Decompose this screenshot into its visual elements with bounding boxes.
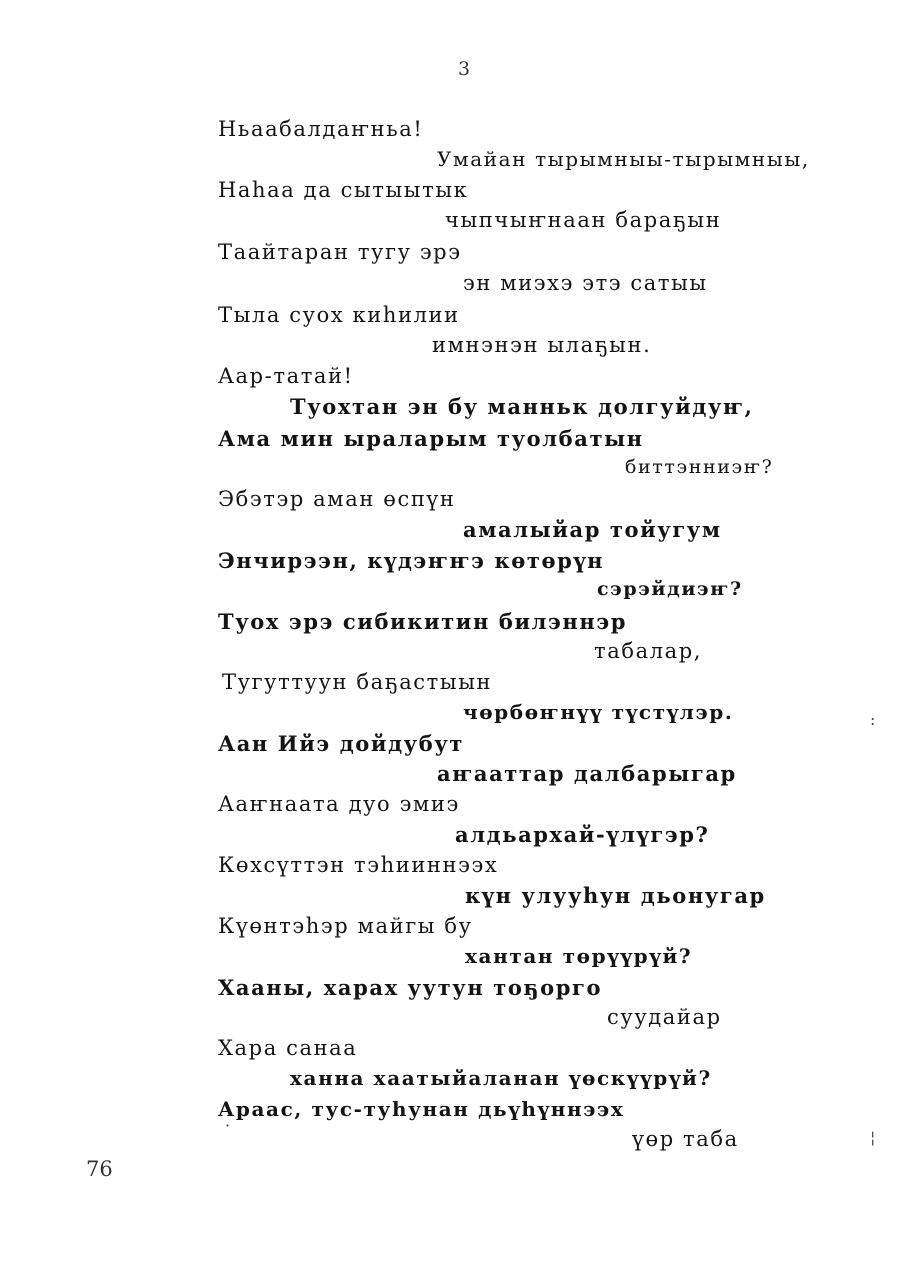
poem-line: суудайар (607, 1005, 722, 1029)
poem-line: ханна хаатыйаланан үөскүүрүй? (290, 1066, 712, 1090)
poem-line: Тугуттуун баҕастыын (222, 670, 493, 694)
poem-line: Эбэтэр аман өспүн (218, 487, 456, 511)
poem-line: имнэнэн ылаҕын. (432, 333, 652, 357)
poem-line: Ааҥнаата дуо эмиэ (218, 792, 460, 816)
poem-line: Көхсүттэн тэһииннээх (218, 853, 499, 877)
poem-line: күн улууһун дьонугар (465, 883, 766, 908)
poem-line: табалар, (594, 639, 703, 663)
page-number-bottom: 76 (86, 1157, 113, 1181)
poem-line: биттэнниэҥ? (625, 456, 774, 478)
poem-line: Тыла суох киһилии (218, 303, 460, 327)
margin-mark: ¦ (870, 1128, 876, 1147)
poem-line: алдьархай-үлүгэр? (455, 822, 710, 847)
poem-line: Таайтаран тугу эрэ (218, 240, 462, 264)
poem-line: амалыйар тойугум (463, 517, 722, 542)
poem-line: Наһаа да сытыытык (218, 178, 469, 202)
poem-line: Туох эрэ сибикитин билэннэр (218, 609, 628, 634)
poem-line: Аан Ийэ дойдубут (218, 731, 464, 756)
poem-line: сэрэйдиэҥ? (597, 578, 743, 600)
poem-line: Хааны, харах уутун тоҕорго (218, 975, 603, 1000)
poem-line: чөрбөҥнүү түстүлэр. (463, 700, 734, 724)
poem-line: Энчирээн, күдэҥҥэ көтөрүн (218, 548, 605, 573)
poem-line: Күөнтэһэр майгы бу (218, 914, 473, 938)
poem-line: чыпчыҥнаан бараҕын (445, 208, 722, 232)
poem-line: Араас, тус-туһунан дьүһүннээх (218, 1097, 625, 1121)
poem-line: хантан төрүүрүй? (465, 944, 693, 968)
margin-mark: · (225, 1116, 231, 1135)
poem-line: үөр таба (632, 1127, 739, 1151)
margin-mark: : (870, 710, 876, 729)
poem-line: Умайан тырымныы-тырымныы, (437, 147, 810, 171)
poem-line: Хара санаа (218, 1036, 358, 1060)
poem-line: Туохтан эн бу манньк долгуйдуҥ, (290, 394, 754, 419)
page-number-top: 3 (458, 58, 471, 80)
poem-line: Ньаабалдаҥньа! (218, 117, 424, 141)
poem-line: эн миэхэ этэ сатыы (463, 271, 708, 295)
poem-line: аҥааттар далбарыгар (437, 761, 737, 786)
poem-line: Ама мин ыраларым туолбатын (218, 426, 644, 451)
poem-line: Аар-татай! (218, 364, 354, 388)
